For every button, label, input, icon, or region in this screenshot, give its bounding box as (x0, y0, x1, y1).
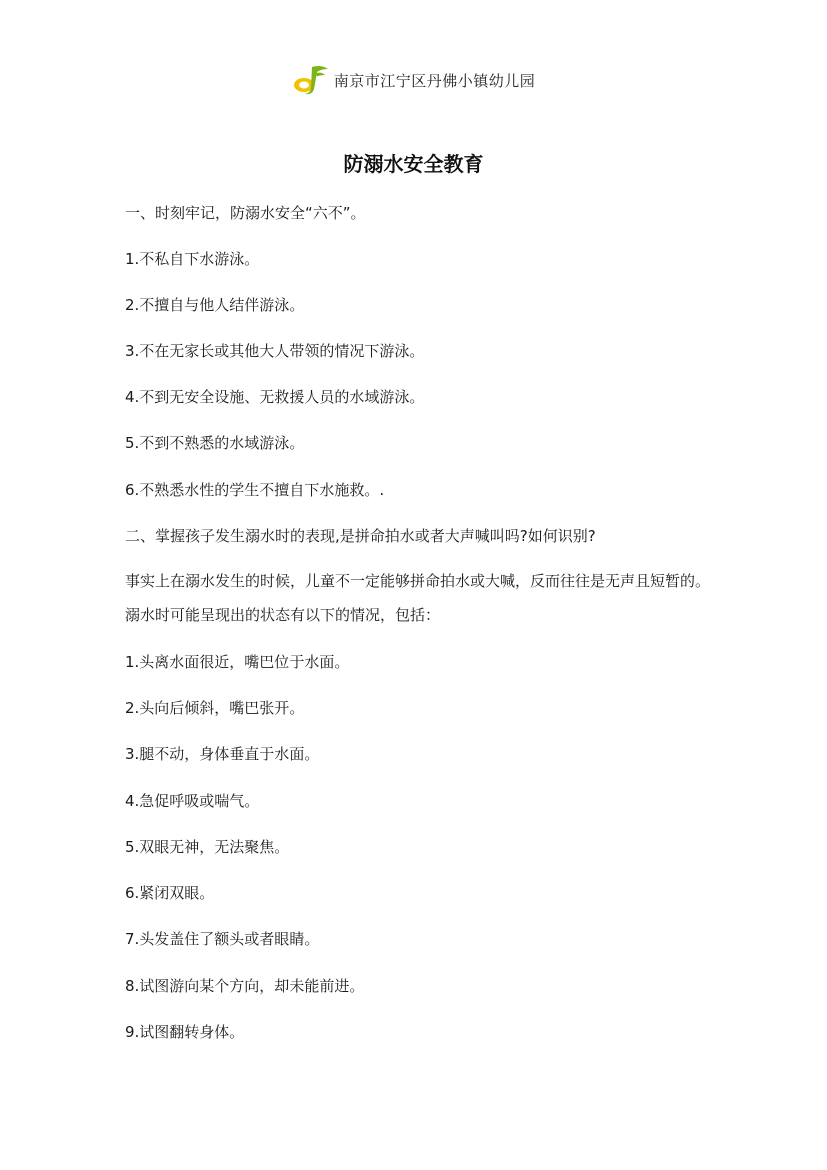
section2-item: 2.头向后倾斜，嘴巴张开。 (125, 699, 305, 717)
section2-item: 7.头发盖住了额头或者眼睛。 (125, 930, 320, 948)
section1-item: 4.不到无安全设施、无救援人员的水域游泳。 (125, 388, 425, 406)
page-header (0, 60, 827, 100)
section1-item: 3.不在无家长或其他大人带领的情况下游泳。 (125, 342, 425, 360)
section2-item: 5.双眼无神，无法聚焦。 (125, 838, 290, 856)
section2-paragraph: 事实上在溺水发生的时候，儿童不一定能够拼命拍水或大喊，反而往往是无声且短暂的。溺水时可能呈现出的状态有以下的情况，包括： (125, 572, 711, 624)
section2-item: 6.紧闭双眼。 (125, 884, 215, 902)
kindergarten-logo-icon (292, 63, 332, 97)
section2-item: 9.试图翻转身体。 (125, 1023, 245, 1041)
section2-item: 8.试图游向某个方向，却未能前进。 (125, 977, 365, 995)
section2-heading: 二、掌握孩子发生溺水时的表现,是拼命拍水或者大声喊叫吗?如何识别? (125, 527, 596, 545)
section1-item: 1.不私自下水游泳。 (125, 250, 260, 268)
school-name: 南京市江宁区丹佛小镇幼儿园 (333, 71, 536, 90)
section2-item: 4.急促呼吸或喘气。 (125, 792, 260, 810)
section2-item: 3.腿不动，身体垂直于水面。 (125, 745, 320, 763)
section1-item: 2.不擅自与他人结伴游泳。 (125, 296, 305, 314)
section1-item: 6.不熟悉水性的学生不擅自下水施救。. (125, 481, 385, 499)
section1-item: 5.不到不熟悉的水域游泳。 (125, 434, 305, 452)
section2-item: 1.头离水面很近，嘴巴位于水面。 (125, 653, 350, 671)
document-title: 防溺水安全教育 (343, 152, 484, 176)
section1-heading: 一、时刻牢记，防溺水安全“六不”。 (125, 204, 366, 222)
